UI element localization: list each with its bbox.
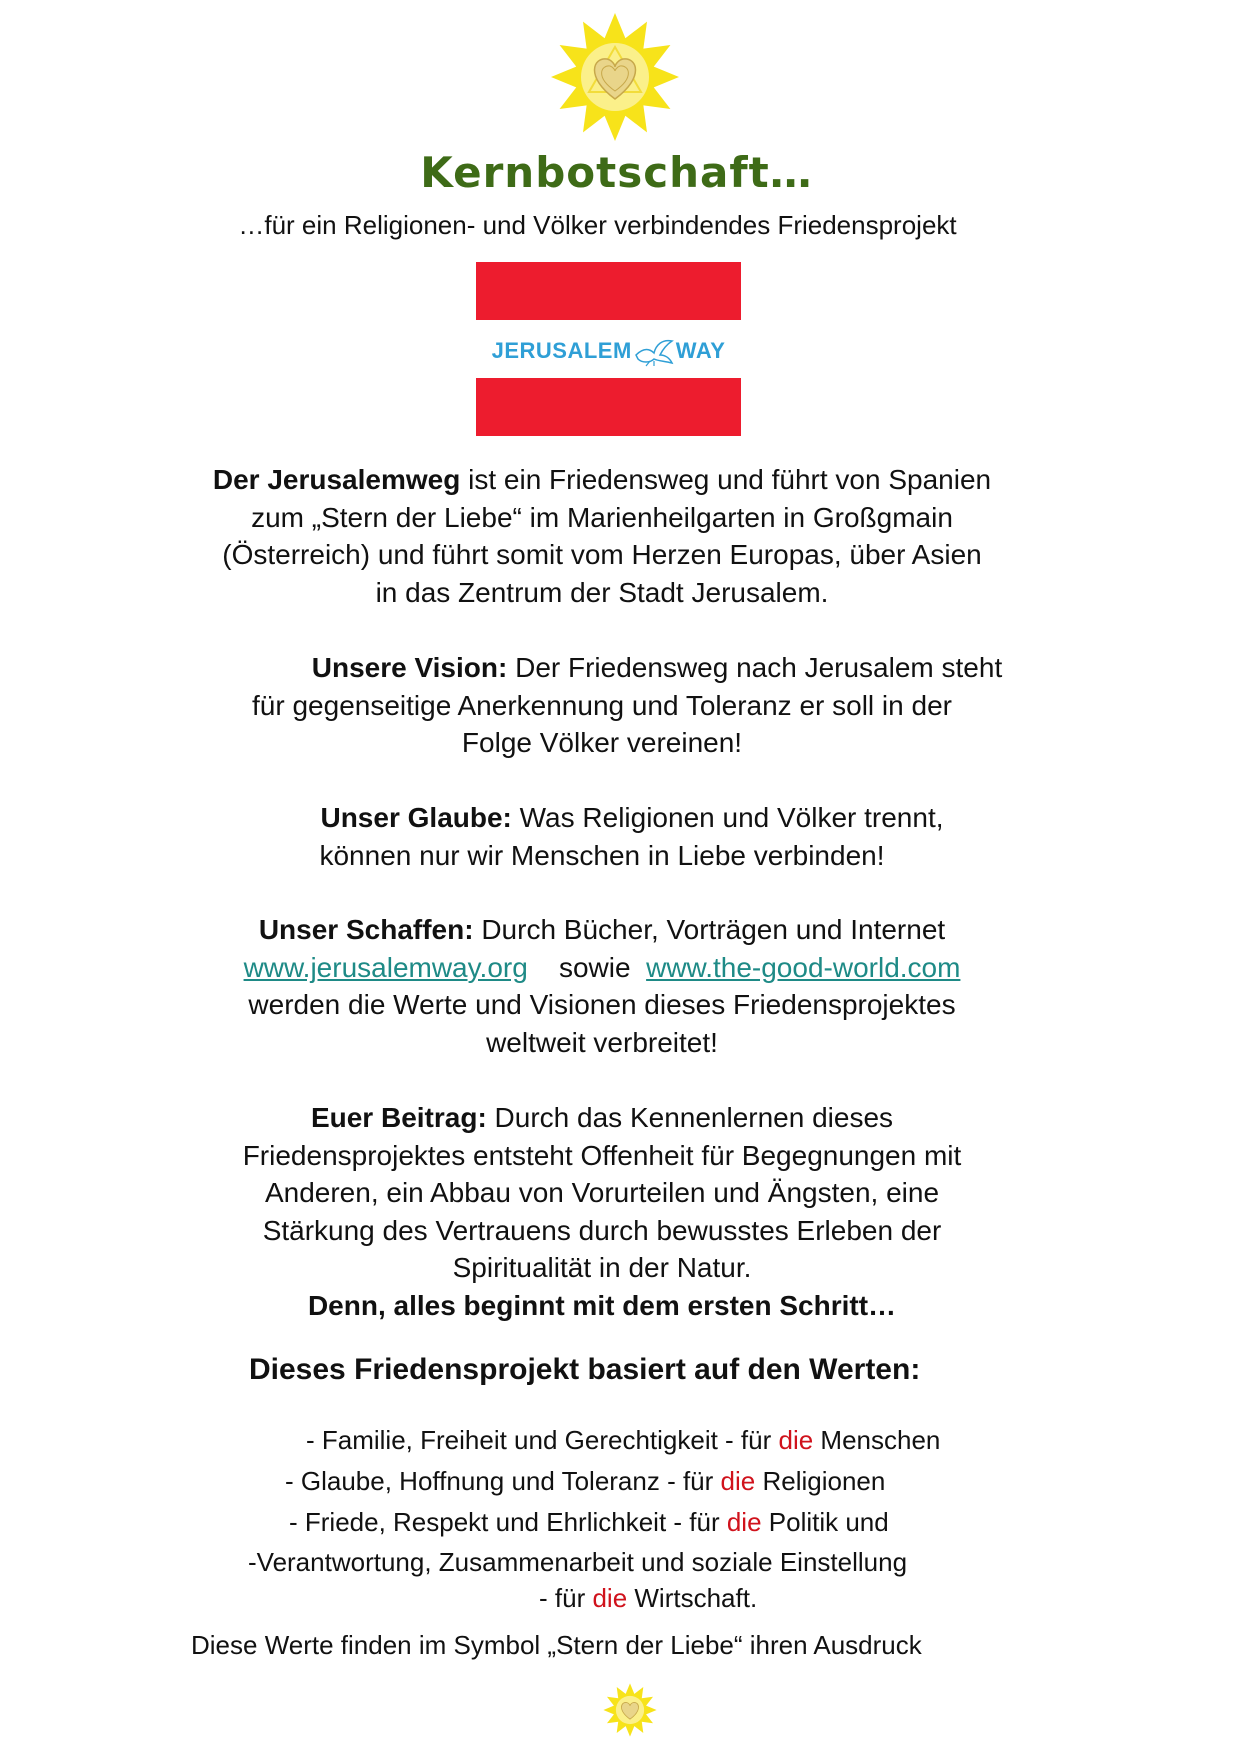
- values-footer: Diese Werte finden im Symbol „Stern der Liebe“ ihren Ausdruck: [191, 1630, 922, 1660]
- paragraph-vision: Unsere Vision: Der Friedensweg nach Jerusalem steht für gegenseitige Anerkennung und Toleranz er soll in der Folge Völker vereinen!: [252, 652, 1003, 758]
- paragraph-schaffen: Unser Schaffen: Durch Bücher, Vorträgen und Internet www.jerusalemway.org sowie www.the-good-world.com werden die Werte und Visionen dieses Friedensprojektes weltweit verbreitet!: [243, 914, 961, 1058]
- jerusalemway-logo: [476, 262, 741, 436]
- page-title: Kernbotschaft…: [420, 148, 813, 197]
- value-item: - Familie, Freiheit und Gerechtigkeit - für die Menschen: [306, 1425, 941, 1455]
- value-item: - Friede, Respekt und Ehrlichkeit - für die Politik und: [289, 1507, 889, 1537]
- value-item: - für die Wirtschaft.: [539, 1583, 758, 1613]
- link-jerusalemway[interactable]: www.jerusalemway.org: [243, 951, 528, 983]
- sun-heart-icon: [550, 12, 680, 142]
- paragraph-beitrag: Euer Beitrag: Durch das Kennenlernen dieses Friedensprojektes entsteht Offenheit für Begegnungen mit Anderen, ein Abbau von Vorurteilen und Ängsten, eine Stärkung des Vertrauens durch bewusstes Erleben der Spiritualität in der Natur. Denn, alles beginnt mit dem ersten Schritt…: [242, 1102, 962, 1321]
- value-item: - Glaube, Hoffnung und Toleranz - für die Religionen: [285, 1466, 886, 1496]
- sun-heart-icon: [603, 1683, 657, 1737]
- logo-text-left: JERUSALEM: [491, 337, 632, 363]
- dove-icon: [632, 337, 676, 367]
- paragraph-jerusalemweg: Der Jerusalemweg ist ein Friedensweg und führt von Spanien zum „Stern der Liebe“ im Marienheilgarten in Großgmain (Österreich) und führt somit vom Herzen Europas, über Asien in das Zentrum der Stadt Jerusalem.: [212, 464, 992, 608]
- value-item: -Verantwortung, Zusammenarbeit und soziale Einstellung: [248, 1547, 908, 1577]
- logo-text-right: WAY: [675, 337, 726, 363]
- paragraph-glaube: Unser Glaube: Was Religionen und Völker trennt, können nur wir Menschen in Liebe verbinden!: [319, 802, 944, 871]
- values-heading: Dieses Friedensprojekt basiert auf den Werten:: [249, 1353, 921, 1386]
- link-the-good-world[interactable]: www.the-good-world.com: [646, 951, 961, 983]
- subtitle: …für ein Religionen- und Völker verbindendes Friedensprojekt: [238, 210, 957, 240]
